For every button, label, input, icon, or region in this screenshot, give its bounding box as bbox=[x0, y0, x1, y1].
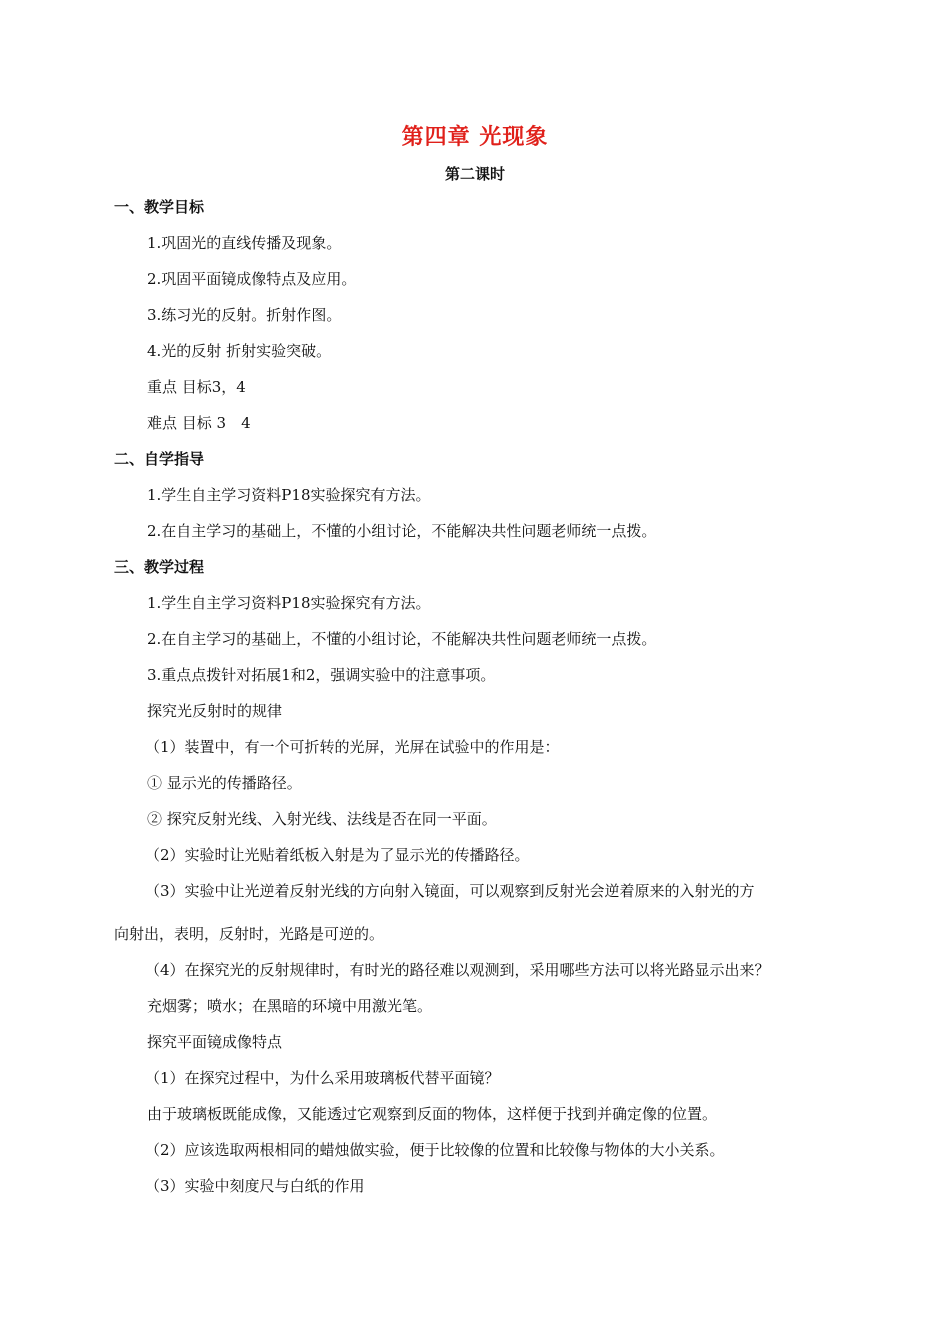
lesson-subtitle: 第二课时 bbox=[444, 165, 505, 183]
answer-item: ① 显示光的传播路径。 bbox=[147, 774, 302, 792]
answer-item: 充烟雾；喷水；在黑暗的环境中用激光笔。 bbox=[147, 997, 433, 1015]
goal-item: 4.光的反射 折射实验突破。 bbox=[147, 342, 332, 360]
question-item: （3）实验中让光逆着反射光线的方向射入镜面，可以观察到反射光会逆着原来的入射光的方 bbox=[145, 882, 755, 900]
question-item: （1）装置中，有一个可折转的光屏，光屏在试验中的作用是： bbox=[145, 738, 560, 756]
answer-item: 由于玻璃板既能成像，又能透过它观察到反面的物体，这样便于找到并确定像的位置。 bbox=[147, 1105, 718, 1123]
process-item: 1.学生自主学习资料P18实验探究有方法。 bbox=[147, 594, 431, 612]
goal-item: 1.巩固光的直线传播及现象。 bbox=[147, 234, 342, 252]
question-item: （4）在探究光的反射规律时，有时光的路径难以观测到，采用哪些方法可以将光路显示出来？ bbox=[145, 961, 770, 979]
question-item: （2）应该选取两根相同的蜡烛做实验，便于比较像的位置和比较像与物体的大小关系。 bbox=[145, 1141, 725, 1159]
document-body bbox=[114, 194, 844, 1209]
experiment-title-reflection: 探究光反射时的规律 bbox=[147, 702, 283, 720]
experiment-title-mirror: 探究平面镜成像特点 bbox=[147, 1033, 283, 1051]
goal-item: 2.巩固平面镜成像特点及应用。 bbox=[147, 270, 357, 288]
difficult-points: 难点 目标 3 4 bbox=[147, 414, 251, 432]
key-points: 重点 目标3，4 bbox=[147, 378, 246, 396]
section-heading-process: 三、教学过程 bbox=[114, 558, 205, 576]
section-heading-goals: 一、教学目标 bbox=[114, 198, 205, 216]
question-item: （3）实验中刻度尺与白纸的作用 bbox=[145, 1177, 365, 1195]
chapter-title: 第四章 光现象 bbox=[401, 125, 549, 150]
process-item: 2.在自主学习的基础上，不懂的小组讨论，不能解决共性问题老师统一点拨。 bbox=[147, 630, 657, 648]
self-study-item: 1.学生自主学习资料P18实验探究有方法。 bbox=[147, 486, 431, 504]
goal-item: 3.练习光的反射。折射作图。 bbox=[147, 306, 342, 324]
question-item-continued: 向射出，表明，反射时，光路是可逆的。 bbox=[114, 925, 385, 943]
question-item: （1）在探究过程中，为什么采用玻璃板代替平面镜？ bbox=[145, 1069, 500, 1087]
answer-item: ② 探究反射光线、入射光线、法线是否在同一平面。 bbox=[147, 810, 497, 828]
process-item: 3.重点点拨针对拓展1和2，强调实验中的注意事项。 bbox=[147, 666, 496, 684]
self-study-item: 2.在自主学习的基础上，不懂的小组讨论，不能解决共性问题老师统一点拨。 bbox=[147, 522, 657, 540]
section-heading-self-study: 二、自学指导 bbox=[114, 450, 205, 468]
question-item: （2）实验时让光贴着纸板入射是为了显示光的传播路径。 bbox=[145, 846, 530, 864]
